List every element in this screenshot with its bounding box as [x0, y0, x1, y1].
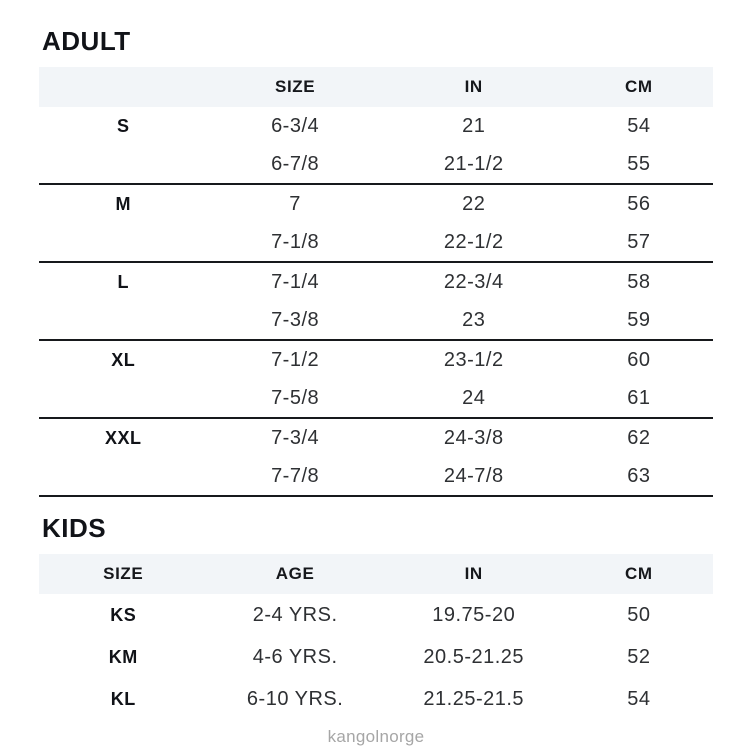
cm-value: 52	[627, 645, 651, 668]
size-group-xl	[39, 341, 713, 419]
table-row	[39, 594, 713, 636]
in-value: 22-3/4	[443, 270, 504, 293]
cm-value: 61	[627, 386, 651, 409]
in-value: 21	[462, 114, 486, 137]
kids-header-age: AGE	[275, 564, 315, 583]
size-value: 7-1/4	[271, 270, 320, 293]
table-row	[39, 341, 713, 379]
site-watermark: kangolnorge	[327, 727, 425, 746]
table-row	[39, 263, 713, 301]
kids-size-table	[39, 554, 713, 720]
adult-size-table	[39, 67, 713, 497]
table-row	[39, 636, 713, 678]
cm-value: 59	[627, 308, 651, 331]
cm-value: 58	[627, 270, 651, 293]
table-row	[39, 379, 713, 417]
in-value: 21.25-21.5	[423, 687, 525, 710]
cm-value: 57	[627, 230, 651, 253]
in-value: 24-3/8	[443, 426, 504, 449]
cm-value: 55	[627, 152, 651, 175]
size-label: KS	[110, 604, 137, 625]
kids-header-in: IN	[464, 564, 483, 583]
size-value: 6-7/8	[271, 152, 320, 175]
size-value: 7-7/8	[271, 464, 320, 487]
adult-table-header-row	[39, 67, 713, 107]
cm-value: 54	[627, 114, 651, 137]
table-row	[39, 185, 713, 223]
cm-value: 56	[627, 192, 651, 215]
kids-header-cm: CM	[625, 564, 653, 583]
in-value: 23-1/2	[443, 348, 504, 371]
in-value: 22-1/2	[443, 230, 504, 253]
table-row	[39, 301, 713, 339]
adult-section-title: ADULT	[42, 26, 131, 56]
size-value: 7-1/2	[271, 348, 320, 371]
in-value: 19.75-20	[432, 603, 516, 626]
size-label: KM	[108, 646, 138, 667]
age-value: 6-10 YRS.	[246, 687, 344, 710]
cm-value: 63	[627, 464, 651, 487]
size-value: 7-3/8	[271, 308, 320, 331]
in-value: 21-1/2	[443, 152, 504, 175]
in-value: 20.5-21.25	[423, 645, 525, 668]
adult-header-size: SIZE	[275, 77, 316, 96]
kids-header-size: SIZE	[103, 564, 144, 583]
size-label: L	[117, 271, 129, 292]
cm-value: 60	[627, 348, 651, 371]
size-group-l	[39, 263, 713, 341]
size-label: M	[115, 193, 131, 214]
table-row	[39, 145, 713, 183]
in-value: 24-7/8	[443, 464, 504, 487]
size-label: S	[116, 115, 130, 136]
table-row	[39, 419, 713, 457]
in-value: 24	[462, 386, 486, 409]
cm-value: 62	[627, 426, 651, 449]
in-value: 22	[462, 192, 486, 215]
size-label: XXL	[104, 427, 142, 448]
table-row	[39, 678, 713, 720]
table-row	[39, 457, 713, 495]
size-value: 7-1/8	[271, 230, 320, 253]
table-row	[39, 107, 713, 145]
adult-header-in: IN	[464, 77, 483, 96]
adult-header-cm: CM	[625, 77, 653, 96]
table-row	[39, 223, 713, 261]
kids-section-title: KIDS	[42, 513, 107, 543]
cm-value: 54	[627, 687, 651, 710]
kids-table-header-row	[39, 554, 713, 594]
size-group-xxl	[39, 419, 713, 497]
size-value: 7	[289, 192, 301, 215]
size-label: XL	[111, 349, 136, 370]
size-group-s	[39, 107, 713, 185]
age-value: 4-6 YRS.	[252, 645, 338, 668]
in-value: 23	[462, 308, 486, 331]
size-group-m	[39, 185, 713, 263]
size-label: KL	[110, 688, 136, 709]
size-value: 7-3/4	[271, 426, 320, 449]
age-value: 2-4 YRS.	[252, 603, 338, 626]
cm-value: 50	[627, 603, 651, 626]
size-value: 7-5/8	[271, 386, 320, 409]
size-value: 6-3/4	[271, 114, 320, 137]
